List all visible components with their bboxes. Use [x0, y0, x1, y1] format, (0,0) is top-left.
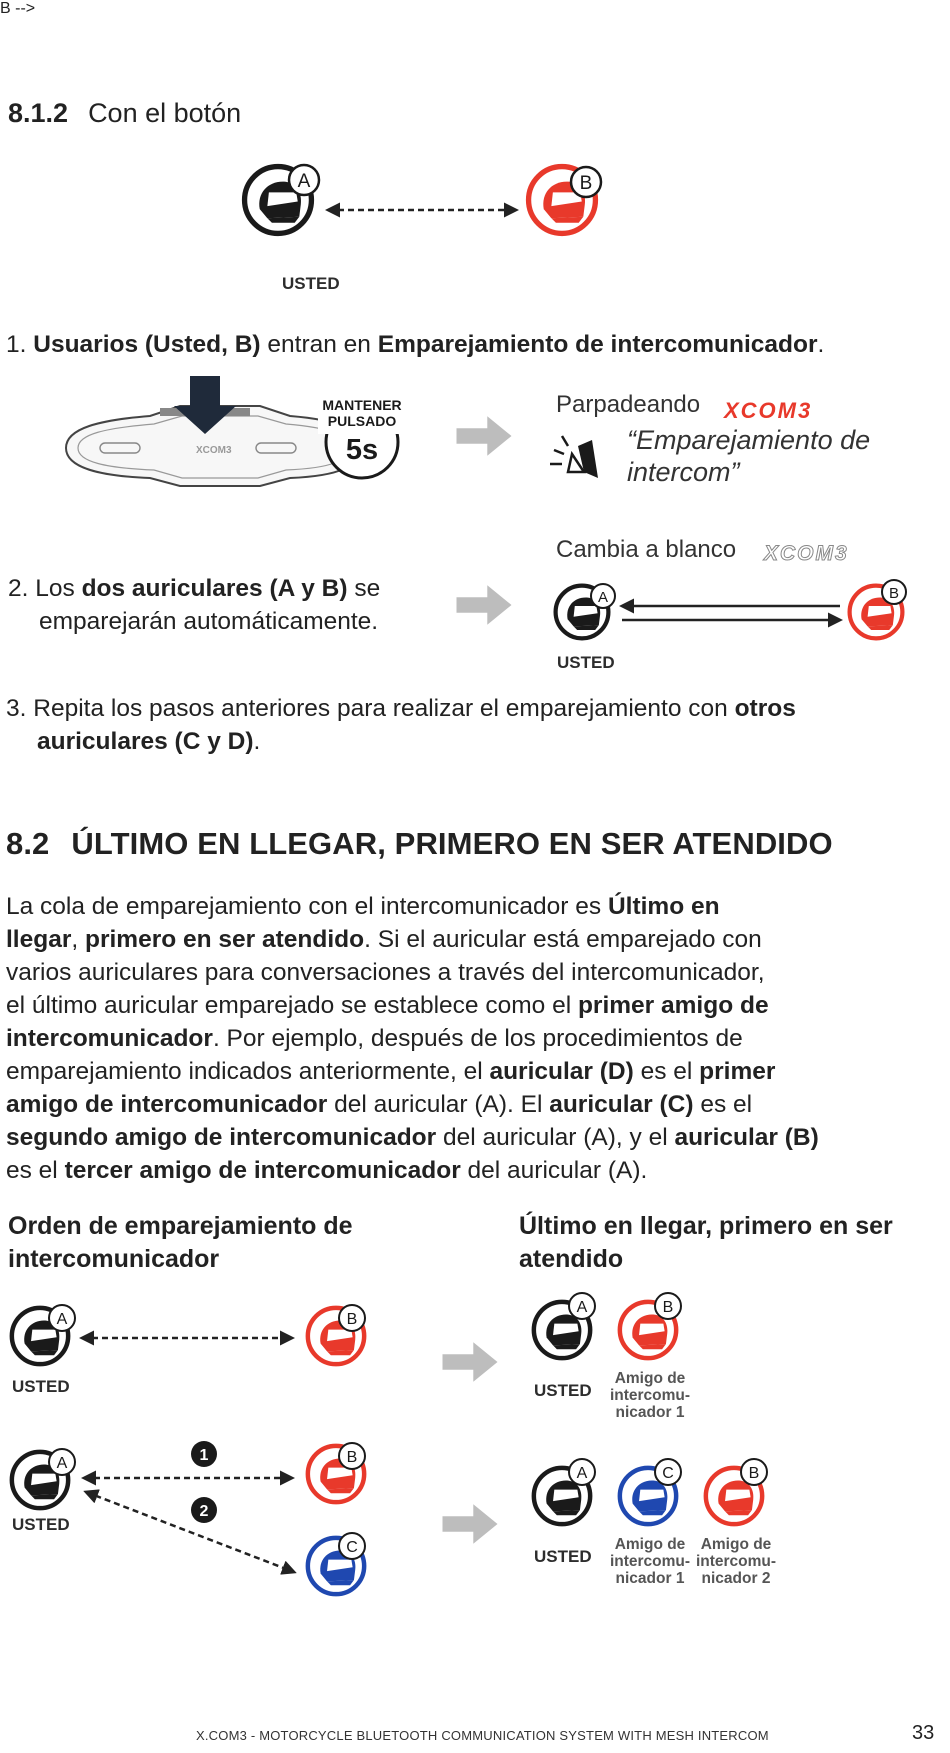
section-heading-8-2: 8.2 ÚLTIMO EN LLEGAR, PRIMERO EN SER ATENDIDO	[6, 826, 833, 861]
speaker-icon	[548, 432, 610, 484]
hold-5s-badge	[318, 392, 408, 482]
you-label: USTED	[534, 1381, 592, 1400]
svg-text:XCOM3: XCOM3	[764, 542, 849, 565]
step-2: 2. Los dos auriculares (A y B) se emparejarán automáticamente.	[8, 575, 381, 635]
you-label: USTED	[12, 1515, 70, 1534]
section-number: 8.1.2	[8, 98, 69, 128]
pairing-diagram-top	[238, 160, 618, 240]
step-1: 1. Usuarios (Usted, B) entran en Emparejamiento de intercomunicador.	[6, 331, 825, 358]
svg-text:B: B	[346, 1449, 358, 1466]
svg-text:B: B	[662, 1299, 674, 1316]
blinking-label: Parpadeando	[556, 391, 701, 418]
you-label: USTED	[12, 1377, 70, 1396]
friend-1-caption: Amigo de intercomu- nicador 1	[609, 1536, 691, 1587]
section-heading-8-1-2	[8, 98, 241, 129]
friend-2-caption: Amigo de intercomu- nicador 2	[695, 1536, 777, 1587]
section-title: Con el botón	[88, 98, 242, 128]
svg-text:A: A	[56, 1311, 68, 1328]
svg-text:A: A	[597, 589, 609, 606]
pressed-label: PULSADO	[327, 413, 397, 429]
paired-diagram	[550, 576, 920, 648]
lifo-row-2	[528, 1456, 788, 1532]
svg-text:XCOM3: XCOM3	[196, 445, 232, 456]
svg-text:A: A	[576, 1465, 588, 1482]
svg-text:B: B	[888, 585, 900, 602]
svg-text:B: B	[748, 1465, 760, 1482]
hold-label: MANTENER	[322, 397, 402, 413]
svg-text:B: B	[346, 1311, 358, 1328]
svg-text:C: C	[346, 1539, 358, 1556]
seconds-label: 5s	[345, 434, 379, 466]
footer-text: X.COM3 - MOTORCYCLE BLUETOOTH COMMUNICATION SYSTEM WITH MESH INTERCOM	[196, 1728, 769, 1743]
lifo-heading: Último en llegar, primero en ser atendido	[519, 1212, 893, 1273]
fifo-paragraph: La cola de emparejamiento con el intercomunicador es Último en llegar, primero en ser atendido. Si el auricular está emparejado con varios auriculares para conversaciones a través del intercomunicador, el último auricular emparejado se establece como el primer amigo de intercomunicador. Por ejemplo, después de los procedimientos de emparejamiento indicados anteriormente, el auricular (D) es el primer amigo de intercomunicador del auricular (A). El auricular (C) es el segundo amigo de intercomunicador del auricular (A), y el auricular (B) es el tercer amigo de intercomunicador del auricular (A).	[6, 893, 819, 1184]
svg-text:2: 2	[199, 1503, 209, 1520]
order-row-1	[6, 1298, 376, 1372]
friend-1-caption: Amigo de intercomu- nicador 1	[609, 1370, 691, 1421]
step-3: 3. Repita los pasos anteriores para realizar el emparejamiento con otros auriculares (C y D).	[6, 695, 796, 755]
arrow-right-icon	[442, 1340, 498, 1384]
you-label: USTED	[282, 274, 340, 293]
xcom3-logo-red	[722, 396, 858, 422]
arrow-right-icon	[456, 583, 512, 627]
you-label: USTED	[534, 1547, 592, 1566]
changes-label: Cambia a blanco	[556, 536, 737, 563]
badge-a-label: A	[297, 171, 311, 192]
pairing-order-heading: Orden de emparejamiento de intercomunicador	[8, 1212, 353, 1273]
badge-b-label: B	[579, 173, 593, 194]
svg-text:XCOM3: XCOM3	[724, 398, 813, 422]
voice-prompt: “Emparejamiento de intercom”	[627, 425, 871, 487]
svg-text:C: C	[662, 1465, 674, 1482]
you-label: USTED	[557, 653, 615, 672]
arrow-right-icon	[456, 414, 512, 458]
page-number: 33	[912, 1722, 935, 1744]
svg-text:A: A	[56, 1455, 68, 1472]
arrow-right-icon	[442, 1502, 498, 1546]
lifo-row-1	[528, 1290, 698, 1366]
svg-text:A: A	[576, 1299, 588, 1316]
xcom3-logo-white	[762, 539, 898, 565]
svg-text:1: 1	[199, 1447, 209, 1464]
